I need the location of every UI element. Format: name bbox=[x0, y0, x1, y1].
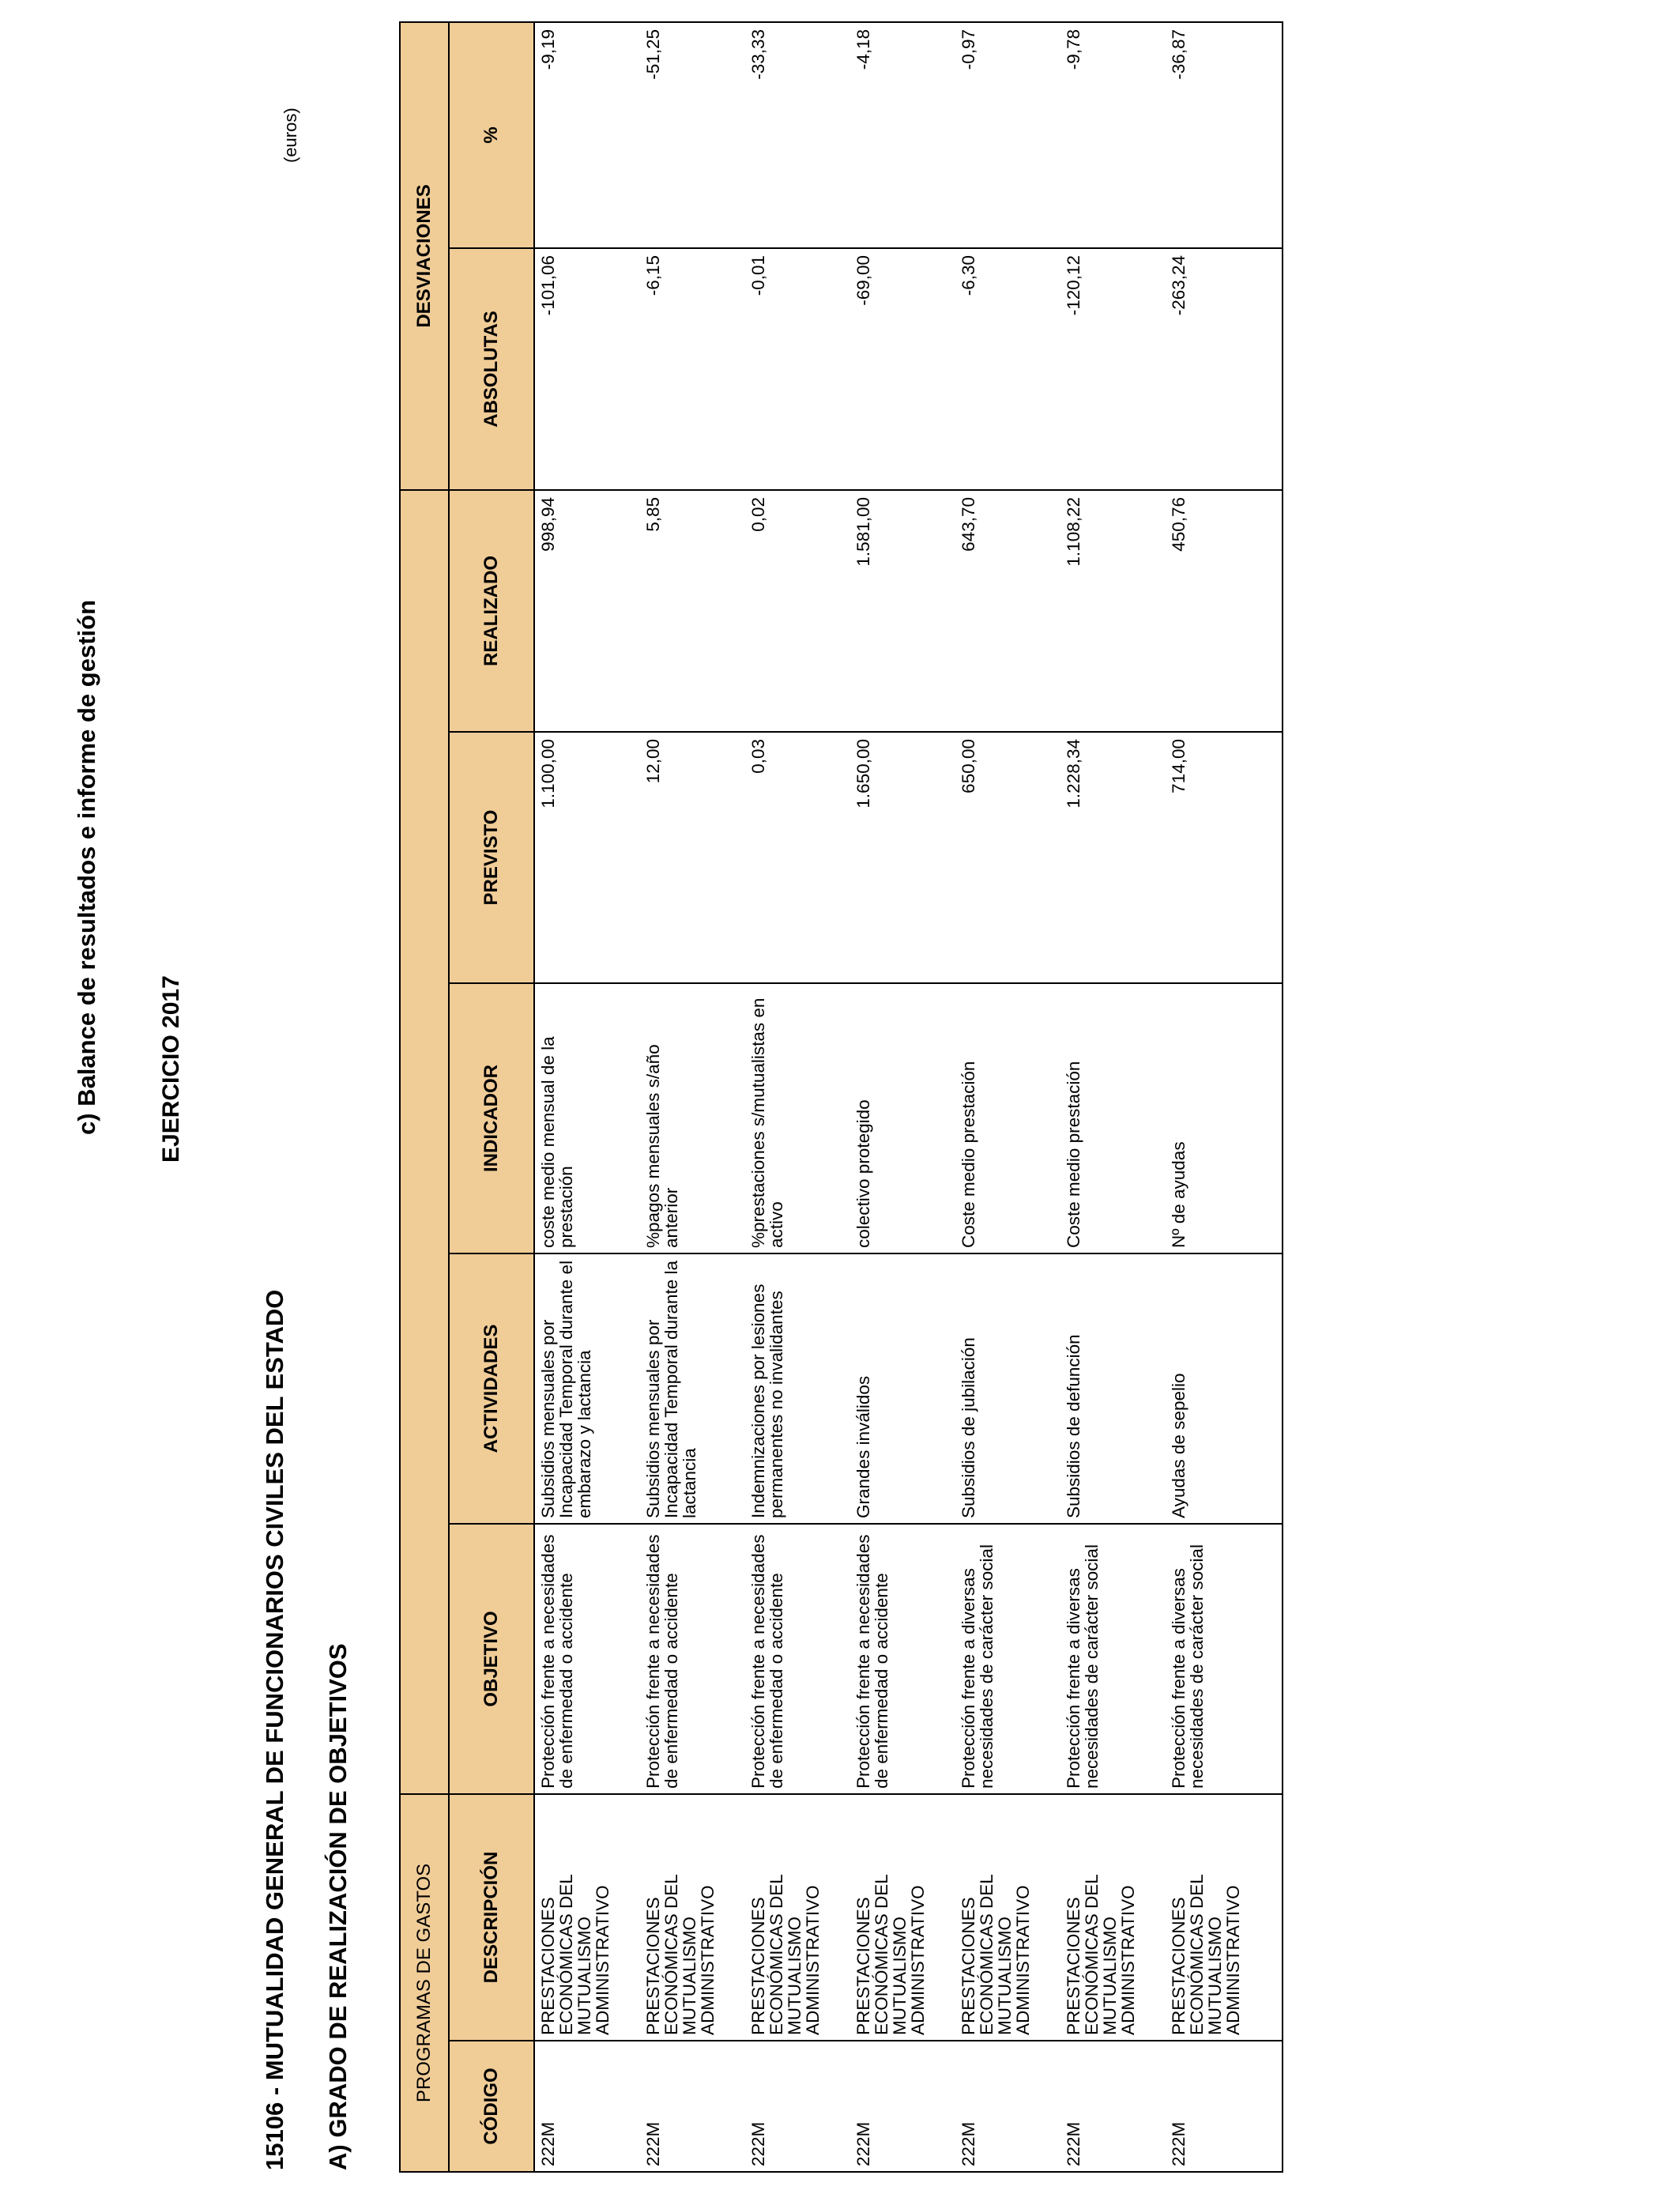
cell-absolutas: -0,01 bbox=[745, 248, 850, 490]
cell-previsto: 1.100,00 bbox=[534, 732, 640, 983]
cell-absolutas: -101,06 bbox=[534, 248, 640, 490]
cell-objetivo: Protección frente a diversas necesidades de carácter social bbox=[955, 1524, 1060, 1794]
cell-descripcion: PRESTACIONES ECONÓMICAS DEL MUTUALISMO ADMINISTRATIVO bbox=[1166, 1794, 1283, 2041]
cell-realizado: 450,76 bbox=[1166, 490, 1283, 732]
col-header-absolutas: ABSOLUTAS bbox=[449, 248, 534, 490]
cell-absolutas: -69,00 bbox=[850, 248, 955, 490]
col-header-previsto: PREVISTO bbox=[449, 732, 534, 983]
cell-objetivo: Protección frente a diversas necesidades de carácter social bbox=[1166, 1524, 1283, 1794]
cell-previsto: 0,03 bbox=[745, 732, 850, 983]
cell-descripcion: PRESTACIONES ECONÓMICAS DEL MUTUALISMO ADMINISTRATIVO bbox=[1060, 1794, 1166, 2041]
cell-previsto: 650,00 bbox=[955, 732, 1060, 983]
cell-descripcion: PRESTACIONES ECONÓMICAS DEL MUTUALISMO ADMINISTRATIVO bbox=[745, 1794, 850, 2041]
col-header-descripcion: DESCRIPCIÓN bbox=[449, 1794, 534, 2041]
table-row bbox=[534, 22, 640, 2172]
cell-codigo: 222M bbox=[640, 2041, 745, 2172]
col-header-realizado: REALIZADO bbox=[449, 490, 534, 732]
cell-absolutas: -120,12 bbox=[1060, 248, 1166, 490]
cell-actividades: Subsidios mensuales por Incapacidad Temporal durante la lactancia bbox=[640, 1253, 745, 1524]
cell-indicador: %prestaciones s/mutualistas en activo bbox=[745, 983, 850, 1253]
cell-absolutas: -263,24 bbox=[1166, 248, 1283, 490]
cell-previsto: 1.650,00 bbox=[850, 732, 955, 983]
cell-objetivo: Protección frente a necesidades de enfermedad o accidente bbox=[534, 1524, 640, 1794]
cell-absolutas: -6,15 bbox=[640, 248, 745, 490]
cell-indicador: %pagos mensuales s/año anterior bbox=[640, 983, 745, 1253]
table-row bbox=[850, 22, 955, 2172]
col-header-actividades: ACTIVIDADES bbox=[449, 1253, 534, 1524]
cell-descripcion: PRESTACIONES ECONÓMICAS DEL MUTUALISMO ADMINISTRATIVO bbox=[850, 1794, 955, 2041]
cell-previsto: 1.228,34 bbox=[1060, 732, 1166, 983]
cell-realizado: 0,02 bbox=[745, 490, 850, 732]
col-header-indicador: INDICADOR bbox=[449, 983, 534, 1253]
cell-actividades: Subsidios de defunción bbox=[1060, 1253, 1166, 1524]
cell-percent: -36,87 bbox=[1166, 22, 1283, 248]
cell-descripcion: PRESTACIONES ECONÓMICAS DEL MUTUALISMO ADMINISTRATIVO bbox=[534, 1794, 640, 2041]
cell-realizado: 5,85 bbox=[640, 490, 745, 732]
col-header-codigo: CÓDIGO bbox=[449, 2041, 534, 2172]
entity-heading: 15106 - MUTUALIDAD GENERAL DE FUNCIONARIOS CIVILES DEL ESTADO bbox=[261, 1289, 288, 2170]
cell-percent: -4,18 bbox=[850, 22, 955, 248]
programs-group-header: PROGRAMAS DE GASTOS bbox=[400, 1794, 449, 2172]
cell-codigo: 222M bbox=[955, 2041, 1060, 2172]
objectives-table bbox=[399, 21, 1283, 2173]
cell-objetivo: Protección frente a necesidades de enfermedad o accidente bbox=[640, 1524, 745, 1794]
cell-codigo: 222M bbox=[745, 2041, 850, 2172]
table-row bbox=[1166, 22, 1283, 2172]
cell-codigo: 222M bbox=[534, 2041, 640, 2172]
section-heading: c) Balance de resultados e informe de gestión bbox=[73, 599, 100, 1135]
cell-actividades: Subsidios mensuales por Incapacidad Temporal durante el embarazo y lactancia bbox=[534, 1253, 640, 1524]
cell-codigo: 222M bbox=[1166, 2041, 1283, 2172]
cell-indicador: Coste medio prestación bbox=[1060, 983, 1166, 1253]
cell-percent: -9,19 bbox=[534, 22, 640, 248]
cell-actividades: Subsidios de jubilación bbox=[955, 1253, 1060, 1524]
cell-percent: -33,33 bbox=[745, 22, 850, 248]
subtitle-heading: A) GRADO DE REALIZACIÓN DE OBJETIVOS bbox=[324, 1643, 352, 2170]
cell-realizado: 1.581,00 bbox=[850, 490, 955, 732]
blank-group-header bbox=[400, 490, 449, 1794]
cell-previsto: 12,00 bbox=[640, 732, 745, 983]
cell-percent: -0,97 bbox=[955, 22, 1060, 248]
deviations-group-header: DESVIACIONES bbox=[400, 22, 449, 490]
cell-percent: -9,78 bbox=[1060, 22, 1166, 248]
cell-descripcion: PRESTACIONES ECONÓMICAS DEL MUTUALISMO ADMINISTRATIVO bbox=[640, 1794, 745, 2041]
cell-descripcion: PRESTACIONES ECONÓMICAS DEL MUTUALISMO ADMINISTRATIVO bbox=[955, 1794, 1060, 2041]
col-header-percent: % bbox=[449, 22, 534, 248]
cell-indicador: Coste medio prestación bbox=[955, 983, 1060, 1253]
cell-objetivo: Protección frente a necesidades de enfermedad o accidente bbox=[745, 1524, 850, 1794]
unit-label: (euros) bbox=[281, 107, 300, 163]
cell-actividades: Grandes inválidos bbox=[850, 1253, 955, 1524]
cell-codigo: 222M bbox=[850, 2041, 955, 2172]
table-row bbox=[955, 22, 1060, 2172]
cell-percent: -51,25 bbox=[640, 22, 745, 248]
exercise-heading: EJERCICIO 2017 bbox=[158, 975, 184, 1163]
cell-objetivo: Protección frente a necesidades de enfermedad o accidente bbox=[850, 1524, 955, 1794]
cell-realizado: 998,94 bbox=[534, 490, 640, 732]
table-row bbox=[745, 22, 850, 2172]
table-row bbox=[1060, 22, 1166, 2172]
cell-actividades: Indemnizaciones por lesiones permanentes no invalidantes bbox=[745, 1253, 850, 1524]
cell-codigo: 222M bbox=[1060, 2041, 1166, 2172]
cell-absolutas: -6,30 bbox=[955, 248, 1060, 490]
cell-previsto: 714,00 bbox=[1166, 732, 1283, 983]
cell-realizado: 1.108,22 bbox=[1060, 490, 1166, 732]
cell-realizado: 643,70 bbox=[955, 490, 1060, 732]
cell-objetivo: Protección frente a diversas necesidades de carácter social bbox=[1060, 1524, 1166, 1794]
cell-indicador: Nº de ayudas bbox=[1166, 983, 1283, 1253]
table-row bbox=[640, 22, 745, 2172]
col-header-objetivo: OBJETIVO bbox=[449, 1524, 534, 1794]
cell-indicador: coste medio mensual de la prestación bbox=[534, 983, 640, 1253]
cell-actividades: Ayudas de sepelio bbox=[1166, 1253, 1283, 1524]
cell-indicador: colectivo protegido bbox=[850, 983, 955, 1253]
